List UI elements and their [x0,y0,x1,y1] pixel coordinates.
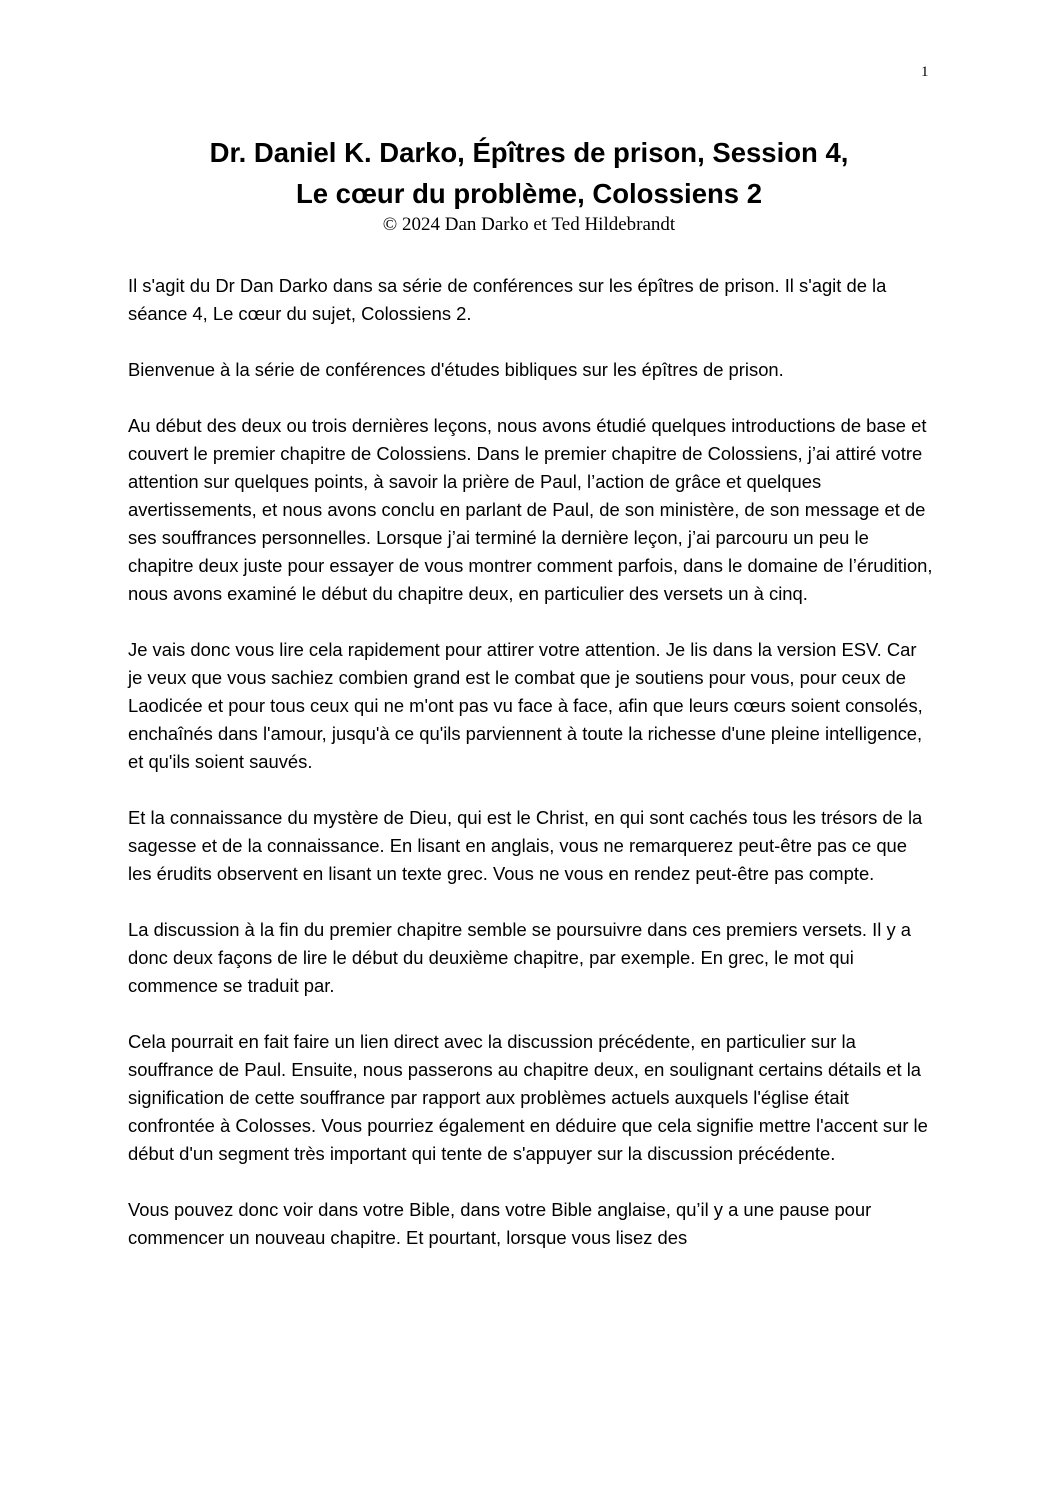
paragraph-connection: Cela pourrait en fait faire un lien direct avec la discussion précédente, en particulier sur la souffrance de Paul. Ensuite, nous passerons au chapitre deux, en soulignant certains détails et la signification de cette souffrance par rapport aux problèmes actuels auxquels l'église était confrontée à Colosses. Vous pourriez également en déduire que cela signifie mettre l'accent sur le début d'un segment très important qui tente de s'appuyer sur la discussion précédente. [128,1031,928,1164]
paragraph-reading: Je vais donc vous lire cela rapidement pour attirer votre attention. Je lis dans la version ESV. Car je veux que vous sachiez combien grand est le combat que je soutiens pour vous, pour ceux de Laodicée et pour tous ceux qui ne m'ont pas vu face à face, afin que leurs cœurs soient consolés, enchaînés dans l'amour, jusqu'à ce qu'ils parviennent à toute la richesse d'une pleine intelligence, et qu'ils soient sauvés. [128,639,923,772]
paragraph-welcome: Bienvenue à la série de conférences d'études bibliques sur les épîtres de prison. [128,359,784,380]
document-title-line-2: Le cœur du problème, Colossiens 2 [295,178,763,209]
paragraph-chapter-break: Vous pouvez donc voir dans votre Bible, dans votre Bible anglaise, qu’il y a une pause pour commencer un nouveau chapitre. Et pourtant, lorsque vous lisez des [128,1199,872,1248]
paragraph-mystery: Et la connaissance du mystère de Dieu, qui est le Christ, en qui sont cachés tous les trésors de la sagesse et de la connaissance. En lisant en anglais, vous ne remarquerez peut-être pas ce que les érudits observent en lisant un texte grec. Vous ne vous en rendez peut-être pas compte. [128,807,923,884]
paragraph-discussion: La discussion à la fin du premier chapitre semble se poursuivre dans ces premiers versets. Il y a donc deux façons de lire le début du deuxième chapitre, par exemple. En grec, le mot qui commence se traduit par. [128,919,911,996]
paragraph-intro: Il s'agit du Dr Dan Darko dans sa série de conférences sur les épîtres de prison. Il s'agit de la séance 4, Le cœur du sujet, Colossiens 2. [128,275,887,324]
document-header [0,132,1058,236]
document-body [128,272,934,1280]
document-title-line-1: Dr. Daniel K. Darko, Épîtres de prison, Session 4, [209,137,849,168]
paragraph-review: Au début des deux ou trois dernières leçons, nous avons étudié quelques introductions de base et couvert le premier chapitre de Colossiens. Dans le premier chapitre de Colossiens, j’ai attiré votre attention sur quelques points, à savoir la prière de Paul, l’action de grâce et quelques avertissements, et nous avons conclu en parlant de Paul, de son ministère, de son message et de ses souffrances personnelles. Lorsque j’ai terminé la dernière leçon, j’ai parcouru un peu le chapitre deux juste pour essayer de vous montrer comment parfois, dans le domaine de l’érudition, nous avons examiné le début du chapitre deux, en particulier des versets un à cinq. [128,415,933,604]
copyright-notice: © 2024 Dan Darko et Ted Hildebrandt [382,214,676,235]
page-number: 1 [921,64,929,80]
